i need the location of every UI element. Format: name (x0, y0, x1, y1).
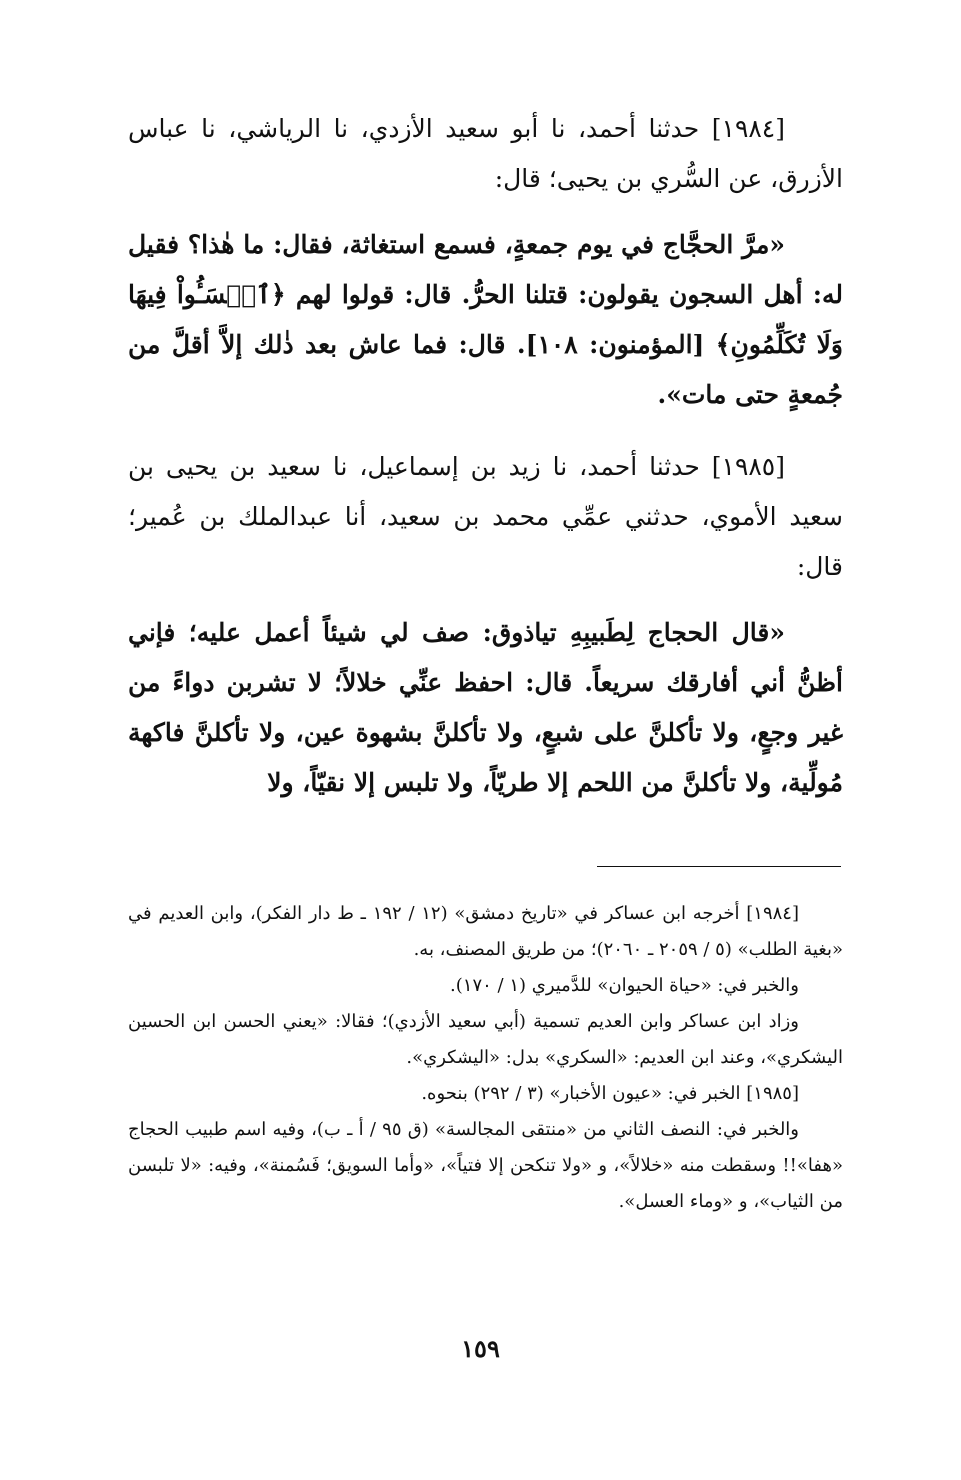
narration-1985: [١٩٨٥] حدثنا أحمد، نا زيد بن إسماعيل، نا سعيد بن يحيى بن سعيد الأموي، حدثني عمِّي محمد بن سعيد، أنا عبدالملك بن عُمير؛ قال: (128, 452, 843, 581)
footnotes (128, 896, 843, 1220)
footnote-separator (597, 866, 841, 867)
report-1985: «قال الحجاج لِطَبيبِهِ تياذوق: صف لي شيئاً أعمل عليه؛ فإني أظنُّ أني أفارقك سريعاً. قال: احفظ عنِّي خلالاً؛ لا تشربن دواءً من غير وجعٍ، ولا تأكلنَّ على شبعٍ، ولا تأكلنَّ بشهوة عين، ولا تأكلنَّ فاكهة مُولِّية، ولا تأكلنَّ من اللحم إلا طريّاً، ولا تلبس إلا نقيّاً، ولا (128, 618, 843, 797)
main-text (128, 104, 843, 830)
report-1984: «مرَّ الحجَّاج في يوم جمعةٍ، فسمع استغاثة، فقال: ما هٰذا؟ فقيل له: أهل السجون يقولون: قتلنا الحرُّ. قال: قولوا لهم ﴿ٱخۡسَـُٔواْ فِيهَا وَلَا تُكَلِّمُونِ﴾ [المؤمنون: ١٠٨]. قال: فما عاش بعد ذٰلك إلاَّ أقلَّ من جُمعةٍ حتى مات». (128, 230, 843, 409)
narration-1984: [١٩٨٤] حدثنا أحمد، نا أبو سعيد الأزدي، نا الرياشي، نا عباس الأزرق، عن السُّري بن يحيى؛ قال: (128, 114, 843, 193)
footnote-1985-variant: والخبر في: النصف الثاني من «منتقى المجالسة» (ق ٩٥ / أ ـ ب)، وفيه اسم طبيب الحجاج «هفا»!! وسقطت منه «خلالاً»، و «ولا تنكحن إلا فتياً»، «وأما السويق؛ فَسُمنة»، وفيه: «لا تلبسن من الثياب»، و «وماء العسل». (128, 1119, 843, 1212)
page-number: ١٥٩ (461, 1334, 500, 1363)
footnote-1984-addition: وزاد ابن عساكر وابن العديم تسمية (أبي سعيد الأزدي)؛ فقالا: «يعني الحسن ابن الحسين اليشكري»، وعند ابن العديم: «السكري» بدل: «اليشكري». (128, 1011, 843, 1068)
footnote-1985-source: [١٩٨٥] الخبر في: «عيون الأخبار» (٣ / ٢٩٢) بنحوه. (421, 1083, 799, 1104)
footnote-1984-also: والخبر في: «حياة الحيوان» للدَّميري (١ / ١٧٠). (450, 975, 799, 996)
footnote-1984-source: [١٩٨٤] أخرجه ابن عساكر في «تاريخ دمشق» (١٢ / ١٩٢ ـ ط دار الفكر)، وابن العديم في «بغية الطلب» (٥ / ٢٠٥٩ ـ ٢٠٦٠)؛ من طريق المصنف، به. (128, 903, 843, 960)
